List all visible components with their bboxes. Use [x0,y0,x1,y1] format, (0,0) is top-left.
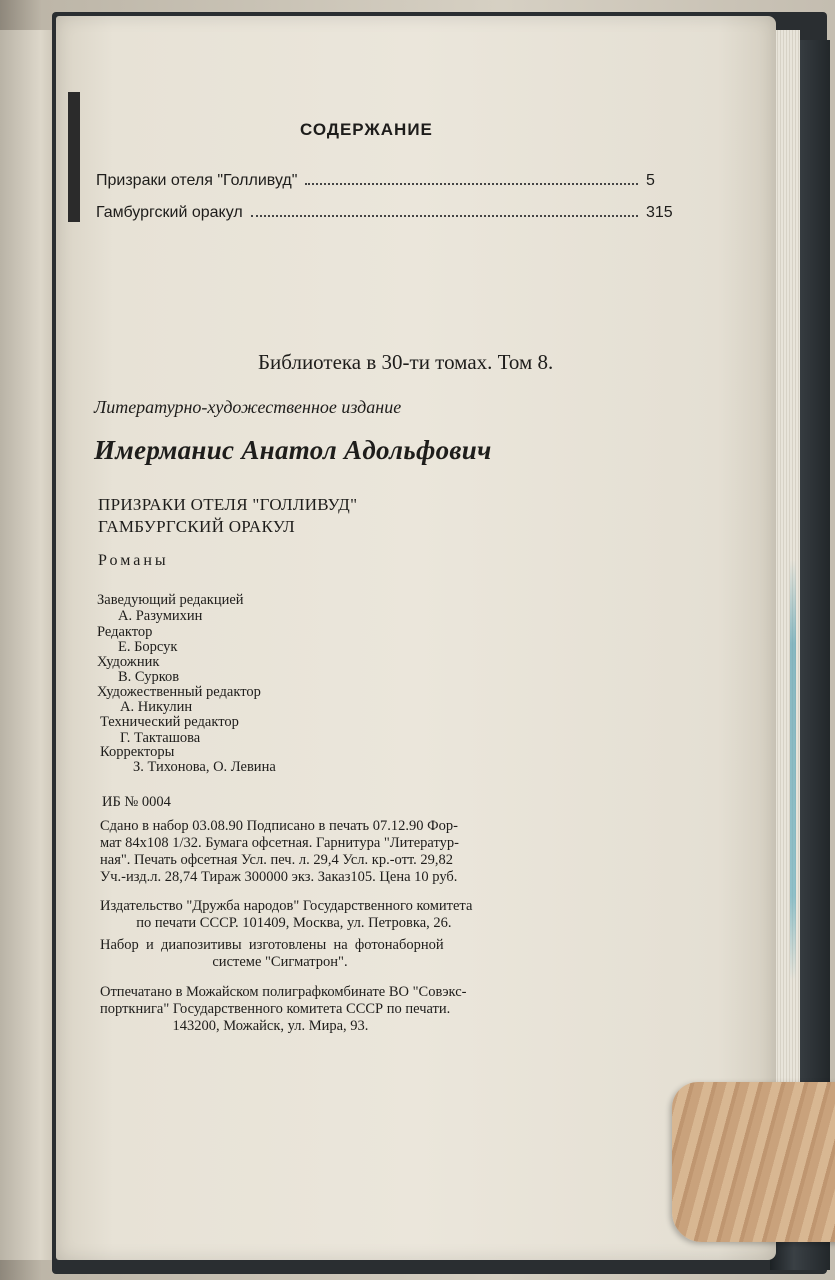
book-title: ГАМБУРГСКИЙ ОРАКУЛ [98,517,295,536]
credit-name: А. Никулин [120,699,193,715]
credit-role: Заведующий редакцией [97,592,244,608]
credit-name: Г. Такташова [120,730,201,746]
contents-bar [68,92,80,222]
credit-role: Редактор [97,624,153,640]
ib-number: ИБ № 0004 [102,794,171,810]
contents-entry [96,204,686,222]
book-kind: Романы [98,552,169,569]
left-page-edge [0,30,58,1260]
contents-entry-page: 5 [646,172,655,189]
credit-name: Е. Борсук [118,639,178,655]
contents-entry-title: Гамбургский оракул [96,204,243,221]
credit-role: Художественный редактор [97,684,261,700]
credit-name: З. Тихонова, О. Левина [133,759,276,775]
book-title: ПРИЗРАКИ ОТЕЛЯ "ГОЛЛИВУД" [98,495,358,514]
imprint-publisher: Издательство "Дружба народов" Государственного комитета по печати СССР. 101409, Москва, ул. Петровка, 26. [100,898,473,931]
contents-title: СОДЕРЖАНИЕ [300,120,433,139]
contents-leader [251,215,638,217]
book-page [56,16,776,1260]
imprint-typesetting: Набор и диапозитивы изготовлены на фотонаборной системе "Сигматрон". [100,937,444,970]
credit-role: Технический редактор [100,714,239,730]
genre-line: Литературно-художественное издание [94,397,402,417]
contents-entry-page: 315 [646,204,673,221]
series-line: Библиотека в 30-ти томах. Том 8. [258,350,554,374]
imprint-print-data: Сдано в набор 03.08.90 Подписано в печать 07.12.90 Фор- мат 84х108 1/32. Бумага офсетная. Гарнитура "Литератур- ная". Печать офсетная Усл. печ. л. 29,4 Усл. кр.-отт. 29,82 Уч.-изд.л. 28,74 Тираж 300000 экз. Заказ105. Цена 10 руб. [100,818,459,885]
contents-entry-title: Призраки отеля "Голливуд" [96,172,298,189]
imprint-printer: Отпечатано в Можайском полиграфкомбинате ВО "Совэкс- порткнига" Государственного комитета СССР по печати. 143200, Можайск, ул. Мира, 93. [100,984,467,1034]
author-name: Имерманис Анатол Адольфович [94,435,492,465]
credit-role: Художник [97,654,160,670]
credit-name: А. Разумихин [118,608,203,624]
wooden-block [672,1082,835,1242]
credit-role: Корректоры [100,744,175,760]
bookmark-strip [790,560,796,980]
credit-name: В. Сурков [118,669,180,685]
contents-leader [305,183,638,185]
contents-entry [96,172,686,190]
